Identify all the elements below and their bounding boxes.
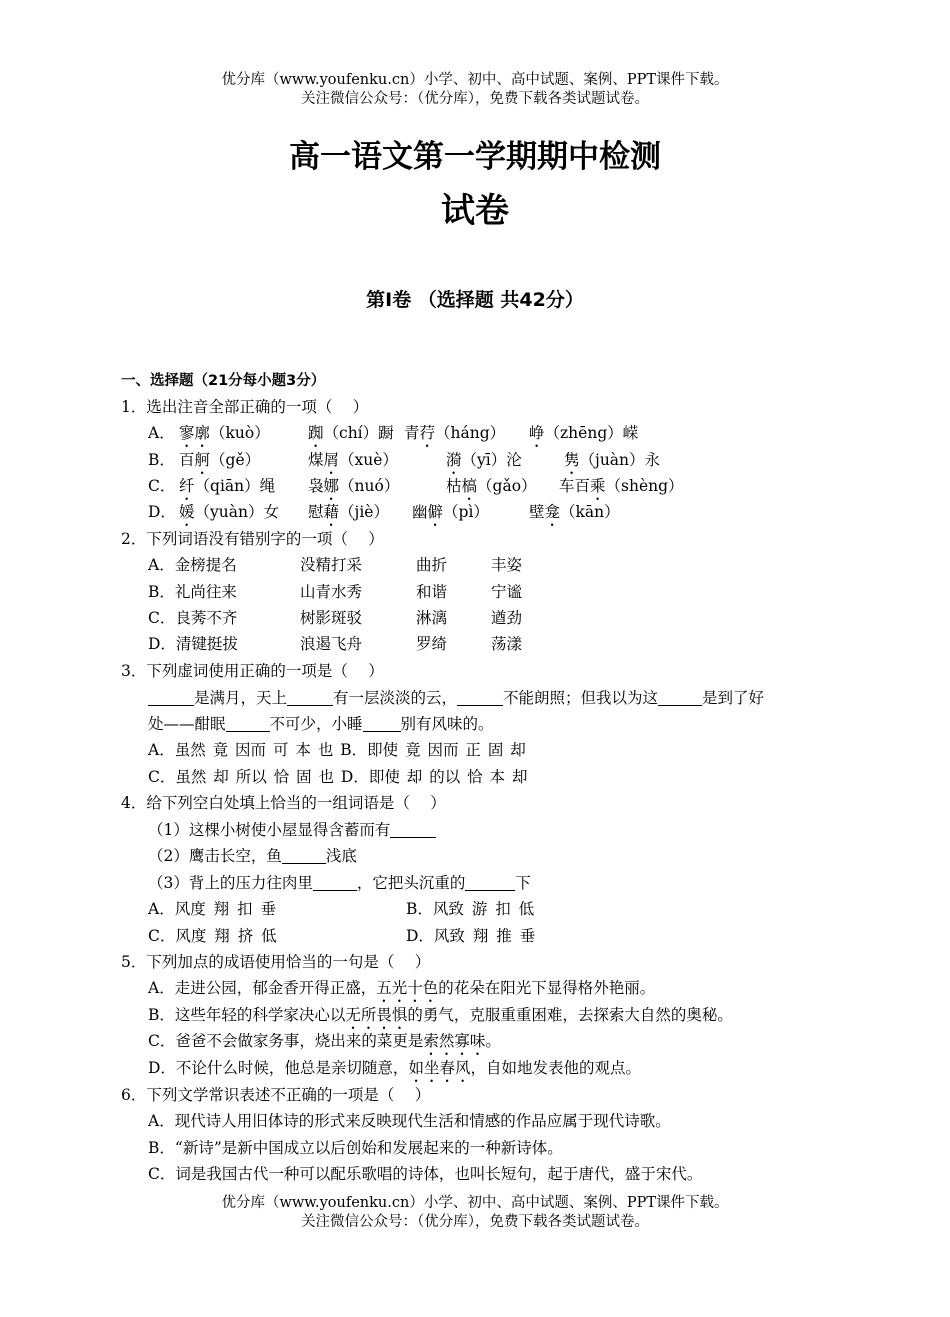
answer-blank [313, 874, 357, 891]
q5-option-a: A．走进公园，郁金香开得正盛，五光十色的花朵在阳光下显得格外艳丽。 [148, 979, 656, 997]
q3-passage-line-1: 是满月，天上 有一层淡淡的云， 不能朗照；但我以为这 是到了好 [148, 688, 764, 708]
answer-blank [465, 874, 515, 891]
section-title: 第I卷 （选择题 共42分） [366, 289, 584, 311]
q5-stem: 5．下列加点的成语使用恰当的一句是（ ） [121, 953, 431, 971]
page-header [0, 71, 950, 109]
part-title: 一、选择题（21分每小题3分） [121, 373, 326, 389]
q4-sentence-3: （3）背上的压力往肉里 ，它把头沉重的 下 [148, 874, 531, 892]
header-line-2: 关注微信公众号：（优分库），免费下载各类试题试卷。 [301, 91, 649, 107]
q4-sentence-2: （2）鹰击长空，鱼 浅底 [148, 847, 357, 865]
q3-options-ab: A．虽然 竟 因而 可 本 也 B．即使 竟 因而 正 固 却 [148, 741, 526, 759]
q5-option-b: B．这些年轻的科学家决心以无所畏惧的勇气，克服重重困难，去探索大自然的奥秘。 [148, 1006, 733, 1024]
q3-stem: 3．下列虚词使用正确的一项是（ ） [121, 662, 384, 680]
q5-option-d: D．不论什么时候，他总是亲切随意，如坐春风，自如地发表他的观点。 [148, 1059, 641, 1077]
q1-stem: 1．选出注音全部正确的一项（ ） [121, 398, 369, 416]
q5-option-c: C．爸爸不会做家务事，烧出来的菜更是索然寡味。 [148, 1032, 501, 1050]
q3-options-cd: C．虽然 却 所以 恰 固 也 D．即使 却 的以 恰 本 却 [148, 768, 528, 786]
q4-sentence-1: （1）这棵小树使小屋显得含蓄而有 [148, 820, 436, 840]
page-footer [0, 1194, 950, 1232]
answer-blank [287, 689, 333, 706]
q4-stem: 4．给下列空白处填上恰当的一组词语是（ ） [121, 794, 446, 812]
q6-option-a: A．现代诗人用旧体诗的形式来反映现代生活和情感的作品应属于现代诗歌。 [148, 1112, 671, 1130]
header-line-1: 优分库（www.youfenku.cn）小学、初中、高中试题、案例、PPT课件下载。 [221, 72, 729, 88]
exam-title: 高一语文第一学期期中检测 [289, 139, 661, 175]
answer-blank [282, 847, 326, 864]
q6-option-b: B．“新诗”是新中国成立以后创始和发展起来的一种新诗体。 [148, 1139, 563, 1157]
answer-blank [390, 821, 436, 838]
exam-title-line-2: 试卷 [441, 191, 509, 231]
q2-stem: 2．下列词语没有错别字的一项（ ） [121, 530, 384, 548]
answer-blank [226, 715, 270, 732]
footer-line-2: 关注微信公众号：（优分库），免费下载各类试题试卷。 [301, 1214, 649, 1230]
answer-blank [363, 715, 401, 732]
answer-blank [457, 689, 503, 706]
footer-line-1: 优分库（www.youfenku.cn）小学、初中、高中试题、案例、PPT课件下载。 [221, 1195, 729, 1211]
answer-blank [148, 689, 194, 706]
answer-blank [658, 689, 702, 706]
exam-page: 优分库（www.youfenku.cn）小学、初中、高中试题、案例、PPT课件下载。 关注微信公众号：（优分库），免费下载各类试题试卷。 高一语文第一学期期中检测 试卷 第I卷 （选择题 共42分） 一、选择题（21分每小题3分） 1．选出注音全部正确的一项（ ） A． 寥廓（kuò） 踟（chí）蹰 青荇（háng） 峥（zhēng）嵘 B． 百舸（gě） 煤屑（xuè） 漪（yī）沦 隽（juàn）永 C． 纤（qiān）绳 袅娜（nuó） 枯槁（gǎo） 车百乘（shèng） D． 媛（yuàn）女 慰藉（jiè） 幽僻（pì） 壁龛（kān） 2．下列词语没有错别字的一项（ ） A．金榜提名 没精打采 曲折 丰姿 B．礼尚往来 山青水秀 和谐 宁谧 C．良莠不齐 树影斑驳 淋漓 遒劲 D．清键挺拔 浪遏飞舟 罗绮 荡漾 3．下列虚词使用正确的一项是（ ） 是满月，天上 有一层淡淡的云， 不能朗照；但我以为这 是到了好 处——酣眠 不可少，小睡 别有风味的。 A．虽然 竟 因而 可 本 也 B．即使 竟 因而 正 固 却 C．虽然 却 所以 恰 固 也 D．即使 却 的以 恰 本 却 4．给下列空白处填上恰当的一组词语是（ ） （1）这棵小树使小屋显得含蓄而有 （2）鹰击长空，鱼 浅底 （3）背上的压力往肉里 ，它把头沉重的 下 A．风度 翔 扣 垂 B．风致 游 扣 低 C．风度 翔 挤 低 D．风致 翔 推 垂 5．下列加点的成语使用恰当的一句是（ ） A．走进公园，郁金香开得正盛，五光十色的花朵在阳光下显得格外艳丽。 B．这些年轻的科学家决心以无所畏惧的勇气，克服重重困难，去探索大自然的奥秘。 C．爸爸不会做家务事，烧出来的菜更是索然寡味。 D．不论什么时候，他总是亲切随意，如坐春风，自如地发表他的观点。 6．下列文学常识表述不正确的一项是（ ） A．现代诗人用旧体诗的形式来反映现代生活和情感的作品应属于现代诗歌。 B．“新诗”是新中国成立以后创始和发展起来的一种新诗体。 C．词是我国古代一种可以配乐歌唱的诗体，也叫长短句，起于唐代，盛于宋代。 优分库（www.youfenku.cn）小学、初中、高中试题、案例、PPT课件下载。 关注微信公众号：（优分库），免费下载各类试题试卷。 [0, 0, 950, 1317]
q6-stem: 6．下列文学常识表述不正确的一项是（ ） [121, 1086, 431, 1104]
q6-option-c: C．词是我国古代一种可以配乐歌唱的诗体，也叫长短句，起于唐代，盛于宋代。 [148, 1165, 703, 1183]
q3-passage-line-2: 处——酣眠 不可少，小睡 别有风味的。 [148, 715, 494, 733]
